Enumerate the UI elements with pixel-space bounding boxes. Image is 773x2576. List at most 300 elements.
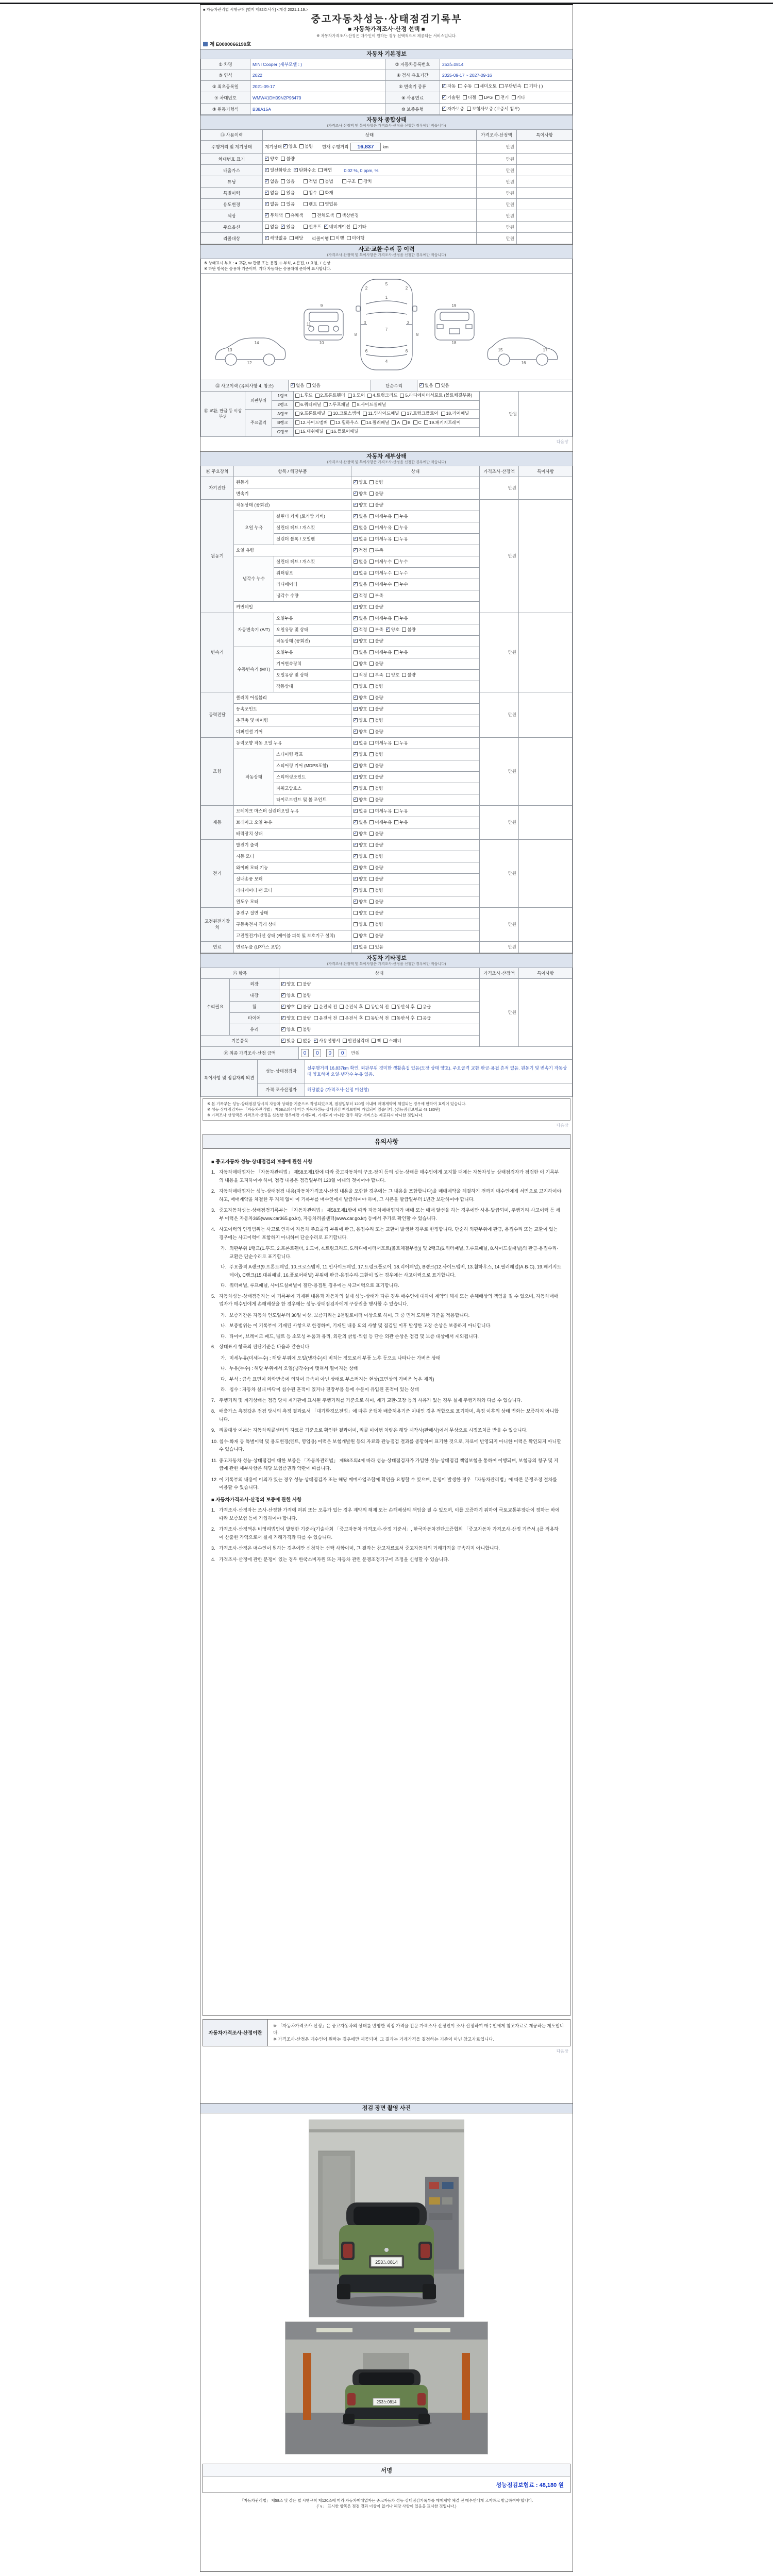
checkbox-option[interactable]: [354, 706, 367, 712]
checkbox[interactable]: [320, 191, 324, 195]
checkbox-option[interactable]: [354, 933, 367, 939]
checkbox-option[interactable]: [342, 178, 356, 184]
checkbox-option[interactable]: [479, 94, 493, 100]
checkbox-option[interactable]: [354, 694, 367, 701]
checkbox-option[interactable]: [394, 808, 408, 814]
checkbox-option[interactable]: [394, 581, 408, 587]
checkbox-option[interactable]: [320, 201, 338, 207]
checkbox-option[interactable]: [394, 615, 408, 621]
checkbox-checked[interactable]: [354, 866, 358, 870]
checkbox-option[interactable]: [343, 1038, 369, 1044]
checkbox[interactable]: [383, 1039, 388, 1043]
checkbox-option[interactable]: [369, 831, 383, 837]
checkbox-checked[interactable]: [442, 107, 446, 111]
checkbox[interactable]: [365, 1005, 369, 1009]
checkbox[interactable]: [320, 202, 324, 206]
checkbox-option[interactable]: [369, 626, 383, 633]
checkbox-option[interactable]: [442, 83, 456, 89]
checkbox[interactable]: [369, 775, 374, 779]
checkbox[interactable]: [394, 514, 398, 518]
checkbox-checked[interactable]: [354, 809, 358, 813]
checkbox-option[interactable]: [265, 178, 278, 184]
checkbox-option[interactable]: [304, 224, 322, 230]
checkbox[interactable]: [372, 1039, 376, 1043]
checkbox-option[interactable]: [330, 235, 344, 241]
checkbox[interactable]: [400, 394, 404, 398]
checkbox-option[interactable]: [372, 1038, 381, 1044]
checkbox[interactable]: [392, 1005, 396, 1009]
checkbox-option[interactable]: [265, 235, 287, 241]
checkbox[interactable]: [369, 866, 374, 870]
checkbox-checked[interactable]: [354, 854, 358, 858]
checkbox-option[interactable]: [354, 853, 367, 859]
checkbox[interactable]: [394, 616, 398, 620]
checkbox-option[interactable]: [354, 717, 367, 723]
checkbox-option[interactable]: [369, 592, 383, 599]
checkbox-option[interactable]: [369, 604, 383, 610]
checkbox-option[interactable]: [297, 1015, 311, 1021]
checkbox-option[interactable]: [354, 513, 367, 519]
checkbox[interactable]: [394, 650, 398, 654]
checkbox-checked[interactable]: [442, 95, 446, 99]
checkbox-checked[interactable]: [294, 168, 298, 172]
checkbox-option[interactable]: [354, 558, 367, 565]
checkbox-option[interactable]: [314, 1004, 337, 1010]
checkbox[interactable]: [369, 605, 374, 609]
checkbox-checked[interactable]: [354, 877, 358, 881]
checkbox-option[interactable]: [354, 762, 367, 769]
checkbox-option[interactable]: [394, 819, 408, 825]
checkbox-checked[interactable]: [354, 786, 358, 790]
checkbox[interactable]: [435, 383, 440, 387]
checkbox[interactable]: [369, 718, 374, 722]
checkbox-option[interactable]: [337, 212, 359, 218]
checkbox-option[interactable]: [394, 570, 408, 576]
checkbox[interactable]: [394, 526, 398, 530]
checkbox-option[interactable]: [499, 83, 522, 89]
checkbox-option[interactable]: [324, 402, 349, 408]
checkbox-option[interactable]: [281, 190, 294, 196]
checkbox-option[interactable]: [352, 402, 386, 408]
checkbox-option[interactable]: [369, 944, 383, 950]
checkbox-option[interactable]: [369, 706, 383, 712]
checkbox-option[interactable]: [281, 201, 294, 207]
checkbox-checked[interactable]: [354, 820, 358, 824]
checkbox-option[interactable]: [369, 740, 392, 746]
checkbox-option[interactable]: [281, 224, 294, 230]
checkbox-option[interactable]: [394, 513, 408, 519]
checkbox[interactable]: [299, 144, 304, 148]
checkbox-option[interactable]: [297, 992, 311, 998]
checkbox-checked[interactable]: [354, 707, 358, 711]
checkbox[interactable]: [499, 84, 503, 88]
checkbox[interactable]: [392, 420, 396, 425]
checkbox-checked[interactable]: [265, 168, 269, 172]
checkbox[interactable]: [265, 225, 269, 229]
checkbox-option[interactable]: [281, 1004, 295, 1010]
checkbox[interactable]: [314, 1005, 318, 1009]
checkbox-option[interactable]: [369, 717, 383, 723]
checkbox-checked[interactable]: [354, 741, 358, 745]
checkbox-checked[interactable]: [354, 548, 358, 552]
checkbox-checked[interactable]: [354, 752, 358, 756]
checkbox-option[interactable]: [265, 224, 278, 230]
checkbox-option[interactable]: [363, 411, 399, 416]
checkbox-option[interactable]: [354, 899, 367, 905]
checkbox-option[interactable]: [354, 751, 367, 757]
checkbox-checked[interactable]: [386, 628, 390, 632]
checkbox-option[interactable]: [297, 1038, 311, 1044]
checkbox-option[interactable]: [297, 1004, 311, 1010]
checkbox-option[interactable]: [524, 83, 543, 89]
checkbox-checked[interactable]: [281, 225, 285, 229]
checkbox-option[interactable]: [354, 785, 367, 791]
checkbox-option[interactable]: [369, 649, 392, 655]
checkbox-option[interactable]: [290, 235, 303, 241]
checkbox-option[interactable]: [281, 981, 295, 987]
checkbox-option[interactable]: [320, 190, 333, 196]
checkbox-option[interactable]: [347, 235, 365, 241]
checkbox-option[interactable]: [354, 819, 367, 825]
checkbox[interactable]: [369, 571, 374, 575]
checkbox[interactable]: [326, 430, 330, 434]
checkbox-checked[interactable]: [354, 832, 358, 836]
checkbox-option[interactable]: [365, 1015, 389, 1021]
checkbox-checked[interactable]: [354, 605, 358, 609]
checkbox-option[interactable]: [354, 479, 367, 485]
checkbox-option[interactable]: [386, 672, 399, 678]
checkbox[interactable]: [394, 809, 398, 813]
checkbox-option[interactable]: [354, 876, 367, 882]
checkbox-option[interactable]: [369, 547, 383, 553]
checkbox[interactable]: [394, 537, 398, 541]
checkbox[interactable]: [369, 809, 374, 813]
checkbox-option[interactable]: [354, 887, 367, 893]
checkbox[interactable]: [386, 673, 390, 677]
checkbox-option[interactable]: [369, 524, 392, 531]
checkbox[interactable]: [369, 684, 374, 688]
checkbox-option[interactable]: [354, 842, 367, 848]
checkbox-option[interactable]: [463, 94, 476, 100]
checkbox-checked[interactable]: [265, 236, 269, 240]
checkbox-checked[interactable]: [354, 900, 358, 904]
checkbox-option[interactable]: [265, 201, 278, 207]
checkbox-option[interactable]: [354, 683, 367, 689]
checkbox-option[interactable]: [424, 420, 461, 426]
checkbox[interactable]: [340, 1016, 344, 1020]
checkbox-option[interactable]: [294, 167, 316, 173]
checkbox-checked[interactable]: [314, 1039, 318, 1043]
checkbox[interactable]: [307, 383, 311, 387]
checkbox[interactable]: [369, 786, 374, 790]
checkbox-option[interactable]: [281, 992, 295, 998]
checkbox-option[interactable]: [369, 887, 383, 893]
checkbox-option[interactable]: [354, 660, 367, 667]
checkbox-checked[interactable]: [442, 84, 446, 88]
checkbox-checked[interactable]: [281, 1027, 285, 1031]
checkbox-checked[interactable]: [265, 179, 269, 183]
checkbox[interactable]: [369, 548, 374, 552]
checkbox-option[interactable]: [281, 1015, 295, 1021]
checkbox-option[interactable]: [369, 615, 392, 621]
checkbox-checked[interactable]: [354, 582, 358, 586]
checkbox-option[interactable]: [369, 899, 383, 905]
checkbox-checked[interactable]: [265, 157, 269, 161]
checkbox-option[interactable]: [315, 393, 345, 398]
checkbox[interactable]: [394, 571, 398, 575]
checkbox-option[interactable]: [400, 393, 472, 398]
checkbox-option[interactable]: [283, 143, 297, 149]
checkbox[interactable]: [318, 168, 323, 172]
checkbox[interactable]: [392, 1016, 396, 1020]
checkbox-checked[interactable]: [354, 560, 358, 564]
checkbox-option[interactable]: [365, 1004, 389, 1010]
checkbox[interactable]: [320, 179, 324, 183]
checkbox-option[interactable]: [392, 1015, 415, 1021]
checkbox[interactable]: [417, 1016, 422, 1020]
checkbox-option[interactable]: [265, 156, 278, 162]
checkbox-checked[interactable]: [265, 191, 269, 195]
checkbox[interactable]: [394, 560, 398, 564]
checkbox[interactable]: [369, 514, 374, 518]
checkbox[interactable]: [297, 1016, 301, 1020]
checkbox[interactable]: [354, 684, 358, 688]
checkbox[interactable]: [297, 993, 301, 997]
checkbox-option[interactable]: [281, 156, 294, 162]
checkbox-checked[interactable]: [354, 537, 358, 541]
checkbox-option[interactable]: [318, 167, 332, 173]
checkbox-option[interactable]: [369, 865, 383, 871]
checkbox-option[interactable]: [354, 626, 367, 633]
checkbox[interactable]: [314, 1016, 318, 1020]
checkbox-option[interactable]: [369, 660, 383, 667]
checkbox[interactable]: [401, 412, 406, 416]
checkbox[interactable]: [297, 1027, 301, 1031]
checkbox[interactable]: [328, 412, 332, 416]
checkbox[interactable]: [353, 225, 357, 229]
checkbox-option[interactable]: [312, 212, 334, 218]
checkbox-option[interactable]: [369, 728, 383, 735]
checkbox[interactable]: [394, 582, 398, 586]
checkbox[interactable]: [358, 179, 362, 183]
checkbox-checked[interactable]: [324, 225, 328, 229]
checkbox[interactable]: [369, 832, 374, 836]
checkbox-option[interactable]: [297, 981, 311, 987]
checkbox[interactable]: [342, 179, 346, 183]
checkbox[interactable]: [363, 412, 367, 416]
checkbox-option[interactable]: [369, 490, 383, 497]
checkbox-checked[interactable]: [354, 616, 358, 620]
checkbox[interactable]: [295, 394, 299, 398]
checkbox-option[interactable]: [354, 740, 367, 746]
checkbox-checked[interactable]: [354, 514, 358, 518]
checkbox[interactable]: [369, 911, 374, 915]
checkbox-checked[interactable]: [419, 383, 424, 387]
checkbox-option[interactable]: [401, 411, 438, 416]
checkbox-checked[interactable]: [354, 730, 358, 734]
checkbox[interactable]: [285, 213, 290, 217]
checkbox[interactable]: [479, 95, 483, 99]
checkbox-option[interactable]: [369, 694, 383, 701]
checkbox-option[interactable]: [369, 762, 383, 769]
checkbox-option[interactable]: [354, 604, 367, 610]
checkbox[interactable]: [402, 628, 406, 632]
checkbox-option[interactable]: [354, 921, 367, 927]
checkbox-option[interactable]: [354, 592, 367, 599]
checkbox-option[interactable]: [361, 420, 390, 426]
checkbox[interactable]: [295, 430, 299, 434]
inspection-photo-lift[interactable]: [285, 2321, 488, 2454]
checkbox-option[interactable]: [354, 774, 367, 780]
checkbox-checked[interactable]: [354, 628, 358, 632]
checkbox-option[interactable]: [367, 393, 397, 398]
checkbox-option[interactable]: [314, 1015, 337, 1021]
checkbox[interactable]: [295, 402, 299, 406]
checkbox-option[interactable]: [495, 94, 509, 100]
checkbox-option[interactable]: [369, 785, 383, 791]
checkbox-option[interactable]: [299, 143, 313, 149]
checkbox[interactable]: [369, 945, 374, 949]
checkbox[interactable]: [369, 537, 374, 541]
checkbox-option[interactable]: [281, 178, 294, 184]
checkbox-option[interactable]: [328, 411, 360, 416]
checkbox-option[interactable]: [369, 910, 383, 916]
checkbox[interactable]: [354, 673, 358, 677]
checkbox[interactable]: [369, 480, 374, 484]
checkbox-option[interactable]: [369, 853, 383, 859]
checkbox[interactable]: [369, 492, 374, 496]
checkbox-option[interactable]: [369, 672, 383, 678]
checkbox-checked[interactable]: [354, 594, 358, 598]
checkbox[interactable]: [458, 84, 462, 88]
checkbox-checked[interactable]: [281, 993, 285, 997]
checkbox[interactable]: [369, 662, 374, 666]
checkbox-checked[interactable]: [354, 945, 358, 949]
checkbox[interactable]: [369, 594, 374, 598]
checkbox[interactable]: [295, 412, 299, 416]
checkbox-option[interactable]: [417, 1015, 431, 1021]
checkbox[interactable]: [463, 95, 467, 99]
checkbox[interactable]: [369, 707, 374, 711]
checkbox-option[interactable]: [348, 393, 365, 398]
checkbox-option[interactable]: [295, 393, 313, 398]
checkbox[interactable]: [402, 420, 407, 425]
checkbox[interactable]: [369, 673, 374, 677]
checkbox-option[interactable]: [369, 683, 383, 689]
checkbox[interactable]: [354, 934, 358, 938]
inspection-photo-rear[interactable]: [309, 2120, 464, 2317]
checkbox-option[interactable]: [354, 796, 367, 803]
checkbox-option[interactable]: [354, 547, 367, 553]
checkbox-option[interactable]: [369, 876, 383, 882]
checkbox[interactable]: [354, 662, 358, 666]
checkbox[interactable]: [524, 84, 528, 88]
checkbox[interactable]: [281, 202, 285, 206]
checkbox-option[interactable]: [392, 420, 400, 426]
checkbox[interactable]: [304, 191, 308, 195]
checkbox[interactable]: [394, 820, 398, 824]
checkbox-option[interactable]: [369, 570, 392, 576]
checkbox-option[interactable]: [330, 420, 359, 426]
checkbox-option[interactable]: [458, 83, 472, 89]
checkbox-option[interactable]: [354, 808, 367, 814]
checkbox-option[interactable]: [354, 490, 367, 497]
checkbox-option[interactable]: [442, 106, 464, 112]
checkbox-checked[interactable]: [354, 843, 358, 847]
checkbox[interactable]: [369, 616, 374, 620]
checkbox-option[interactable]: [326, 429, 359, 434]
checkbox-checked[interactable]: [281, 1016, 285, 1020]
checkbox[interactable]: [304, 202, 308, 206]
checkbox-checked[interactable]: [354, 718, 358, 722]
checkbox-option[interactable]: [369, 513, 392, 519]
checkbox[interactable]: [369, 503, 374, 507]
checkbox-option[interactable]: [340, 1015, 363, 1021]
checkbox[interactable]: [369, 560, 374, 564]
checkbox-option[interactable]: [314, 1038, 340, 1044]
checkbox[interactable]: [304, 225, 308, 229]
checkbox-option[interactable]: [369, 796, 383, 803]
checkbox[interactable]: [369, 764, 374, 768]
checkbox-checked[interactable]: [354, 480, 358, 484]
checkbox-option[interactable]: [441, 411, 469, 416]
checkbox-checked[interactable]: [354, 639, 358, 643]
checkbox-option[interactable]: [394, 558, 408, 565]
checkbox-option[interactable]: [281, 1038, 295, 1044]
checkbox[interactable]: [367, 394, 372, 398]
checkbox-option[interactable]: [402, 672, 415, 678]
checkbox[interactable]: [512, 95, 516, 99]
checkbox-option[interactable]: [295, 429, 324, 434]
checkbox-option[interactable]: [285, 212, 304, 218]
checkbox[interactable]: [467, 107, 471, 111]
checkbox[interactable]: [343, 1039, 347, 1043]
checkbox-option[interactable]: [369, 751, 383, 757]
checkbox-option[interactable]: [354, 615, 367, 621]
checkbox-option[interactable]: [386, 626, 399, 633]
checkbox[interactable]: [369, 628, 374, 632]
checkbox-checked[interactable]: [283, 144, 288, 148]
checkbox-checked[interactable]: [265, 213, 269, 217]
checkbox[interactable]: [424, 420, 428, 425]
checkbox[interactable]: [312, 213, 316, 217]
checkbox-option[interactable]: [442, 94, 460, 100]
checkbox-option[interactable]: [354, 910, 367, 916]
checkbox-option[interactable]: [304, 178, 317, 184]
checkbox[interactable]: [369, 696, 374, 700]
checkbox-option[interactable]: [297, 1026, 311, 1032]
checkbox-option[interactable]: [369, 558, 392, 565]
checkbox-option[interactable]: [369, 581, 392, 587]
checkbox-option[interactable]: [304, 190, 317, 196]
checkbox[interactable]: [340, 1005, 344, 1009]
checkbox[interactable]: [330, 420, 334, 425]
checkbox-option[interactable]: [354, 728, 367, 735]
checkbox-option[interactable]: [369, 933, 383, 939]
checkbox[interactable]: [369, 877, 374, 881]
checkbox[interactable]: [394, 741, 398, 745]
checkbox-option[interactable]: [354, 524, 367, 531]
checkbox[interactable]: [413, 420, 417, 425]
checkbox[interactable]: [369, 798, 374, 802]
checkbox-option[interactable]: [354, 672, 367, 678]
checkbox-checked[interactable]: [354, 503, 358, 507]
checkbox-option[interactable]: [467, 106, 520, 112]
checkbox-option[interactable]: [394, 649, 408, 655]
checkbox[interactable]: [417, 1005, 422, 1009]
checkbox-option[interactable]: [369, 536, 392, 542]
checkbox-option[interactable]: [512, 94, 525, 100]
